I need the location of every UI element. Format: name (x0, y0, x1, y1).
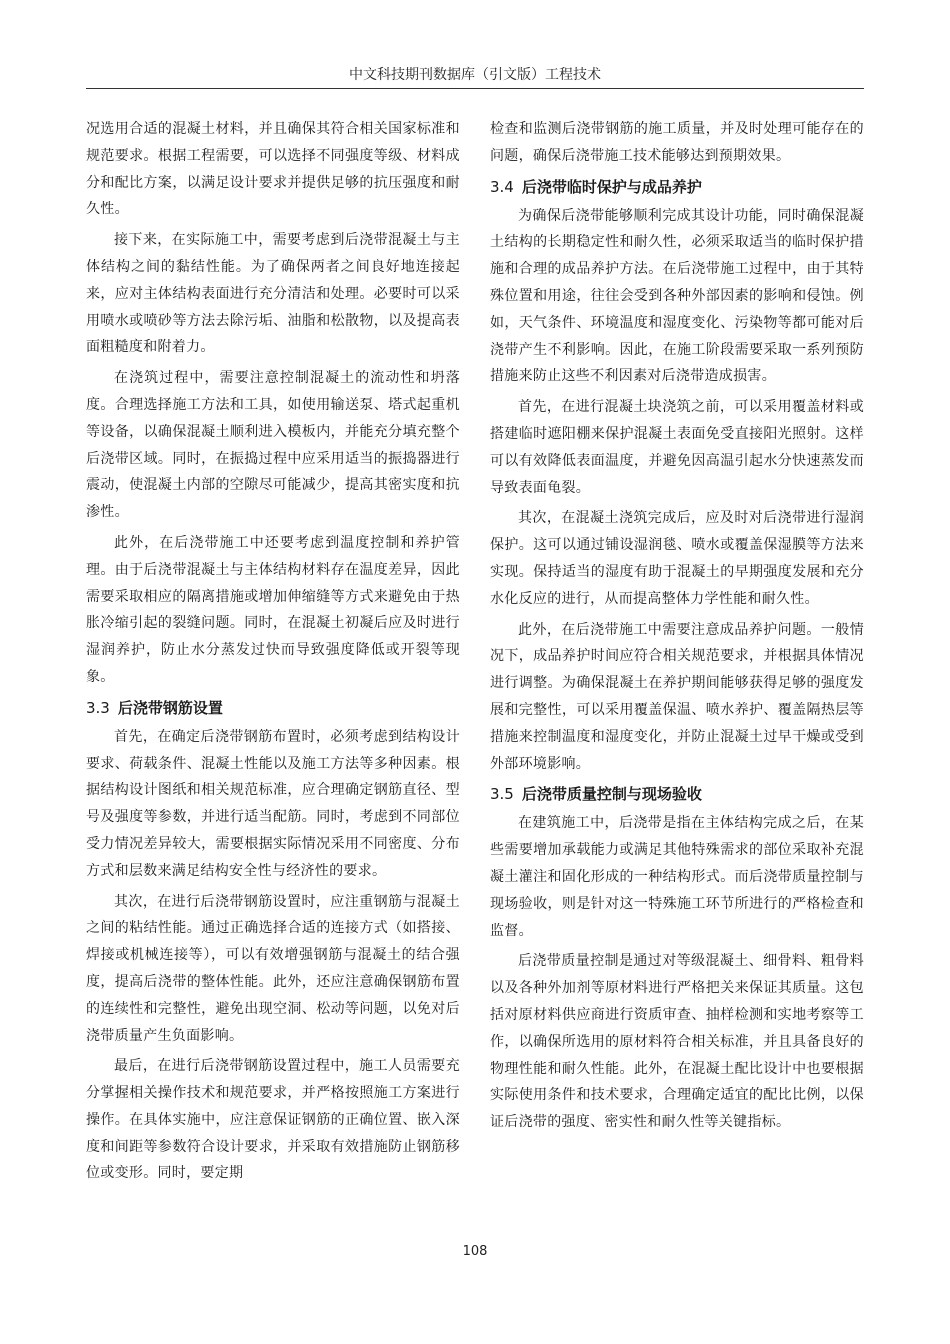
section-title: 后浇带临时保护与成品养护 (521, 177, 702, 196)
paragraph: 后浇带质量控制是通过对等级混凝土、细骨料、粗骨料以及各种外加剂等原材料进行严格把关来保证其质量。这包括对原材料供应商进行资质审查、抽样检测和实地考察等工作，以确保所选用的原材料符合相关标准，并且具备良好的物理性能和耐久性能。此外，在混凝土配比设计中也要根据实际使用条件和技术要求，合理确定适宜的配比比例，以保证后浇带的强度、密实性和耐久性等关键指标。 (490, 953, 864, 1131)
section-number: 3.3 (86, 698, 110, 717)
right-column (490, 116, 864, 1140)
paragraph: 为确保后浇带能够顺利完成其设计功能，同时确保混凝土结构的长期稳定性和耐久性，必须采取适当的临时保护措施和合理的成品养护方法。在后浇带施工过程中，由于其特殊位置和用途，往往会受到各种外部因素的影响和侵蚀。例如，天气条件、环境温度和湿度变化、污染物等都可能对后浇带产生不利影响。因此，在施工阶段需要采取一系列预防措施来防止这些不利因素对后浇带造成损害。 (490, 207, 864, 385)
paragraph: 首先，在进行混凝土块浇筑之前，可以采用覆盖材料或搭建临时遮阳棚来保护混凝土表面免受直接阳光照射。这样可以有效降低表面温度，并避免因高温引起水分快速蒸发而导致表面龟裂。 (490, 399, 864, 496)
section-number: 3.5 (490, 785, 514, 804)
paragraph: 其次，在混凝土浇筑完成后，应及时对后浇带进行湿润保护。这可以通过铺设湿润毯、喷水或覆盖保湿膜等方法来实现。保持适当的湿度有助于混凝土的早期强度发展和充分水化反应的进行，从而提高整体力学性能和耐久性。 (490, 510, 864, 607)
paragraph: 其次，在进行后浇带钢筋设置时，应注重钢筋与混凝土之间的粘结性能。通过正确选择合适的连接方式（如搭接、焊接或机械连接等），可以有效增强钢筋与混凝土的结合强度，提高后浇带的整体性能。此外，还应注意确保钢筋布置的连续性和完整性，避免出现空洞、松动等问题，以免对后浇带质量产生负面影响。 (86, 893, 460, 1044)
paragraph: 在建筑施工中，后浇带是指在主体结构完成之后，在某些需要增加承载能力或满足其他特殊需求的部位采取补充混凝土灌注和固化形成的一种结构形式。而后浇带质量控制与现场验收，则是针对这一特殊施工环节所进行的严格检查和监督。 (490, 815, 864, 939)
paragraph: 况选用合适的混凝土材料，并且确保其符合相关国家标准和规范要求。根据工程需要，可以选择不同强度等级、材料成分和配比方案，以满足设计要求并提供足够的抗压强度和耐久性。 (86, 121, 460, 218)
paragraph: 在浇筑过程中，需要注意控制混凝土的流动性和坍落度。合理选择施工方法和工具，如使用输送泵、塔式起重机等设备，以确保混凝土顺利进入模板内，并能充分填充整个后浇带区域。同时，在振捣过程中应采用适当的振捣器进行震动，使混凝土内部的空隙尽可能减少，提高其密实度和抗渗性。 (86, 370, 460, 521)
paragraph: 最后，在进行后浇带钢筋设置过程中，施工人员需要充分掌握相关操作技术和规范要求，并严格按照施工方案进行操作。在具体实施中，应注意保证钢筋的正确位置、嵌入深度和间距等参数符合设计要求，并采取有效措施防止钢筋移位或变形。同时，要定期 (86, 1058, 460, 1182)
section-number: 3.4 (490, 177, 514, 196)
section-title: 后浇带质量控制与现场验收 (521, 785, 702, 804)
paragraph: 首先，在确定后浇带钢筋布置时，必须考虑到结构设计要求、荷载条件、混凝土性能以及施工方法等多种因素。根据结构设计图纸和相关规范标准，应合理确定钢筋直径、型号及强度等参数，并进行适当配筋。同时，考虑到不同部位受力情况差异较大，需要根据实际情况采用不同密度、分布方式和层数来满足结构安全性与经济性的要求。 (86, 728, 460, 879)
paragraph: 检查和监测后浇带钢筋的施工质量，并及时处理可能存在的问题，确保后浇带施工技术能够达到预期效果。 (490, 121, 864, 164)
header-rule (86, 88, 864, 89)
section-heading-3-5 (490, 781, 864, 807)
paragraph: 此外，在后浇带施工中需要注意成品养护问题。一般情况下，成品养护时间应符合相关规范要求，并根据具体情况进行调整。为确保混凝土在养护期间能够获得足够的强度发展和完整性，可以采用覆盖保温、喷水养护、覆盖隔热层等措施来控制温度和湿度变化，并防止混凝土过早干燥或受到外部环境影响。 (490, 621, 864, 772)
paragraph: 接下来，在实际施工中，需要考虑到后浇带混凝土与主体结构之间的黏结性能。为了确保两者之间良好地连接起来，应对主体结构表面进行充分清洁和处理。必要时可以采用喷水或喷砂等方法去除污垢、油脂和松散物，以及提高表面粗糙度和附着力。 (86, 232, 460, 356)
running-header: 中文科技期刊数据库（引文版）工程技术 (349, 67, 601, 83)
paragraph: 此外，在后浇带施工中还要考虑到温度控制和养护管理。由于后浇带混凝土与主体结构材料存在温度差异，因此需要采取相应的隔离措施或增加伸缩缝等方式来避免由于热胀冷缩引起的裂缝问题。同时，在混凝土初凝后应及时进行湿润养护，防止水分蒸发过快而导致强度降低或开裂等现象。 (86, 534, 460, 685)
page-number: 108 (462, 1244, 488, 1259)
section-heading-3-3 (86, 695, 460, 721)
left-column (86, 116, 460, 1191)
section-heading-3-4 (490, 174, 864, 200)
section-title: 后浇带钢筋设置 (117, 698, 223, 717)
